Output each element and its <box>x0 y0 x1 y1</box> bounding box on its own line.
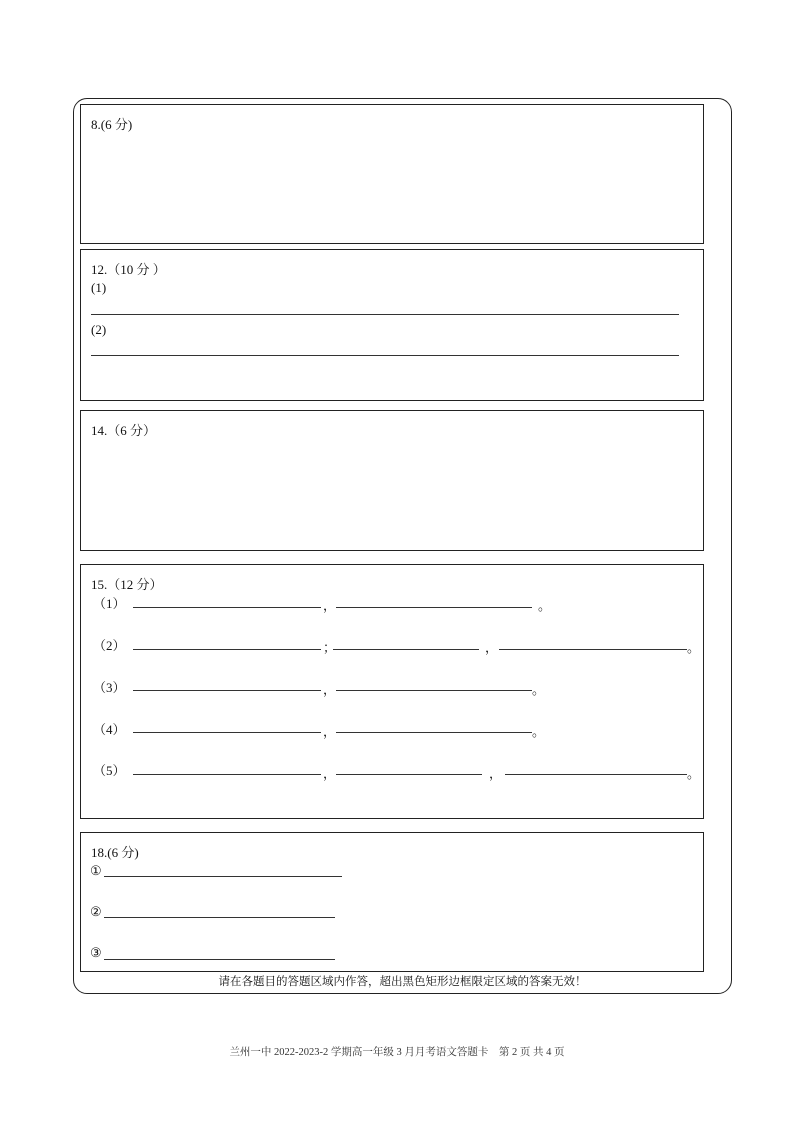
answer-box-q18[interactable] <box>80 832 704 972</box>
blank-15-2-b[interactable] <box>333 649 479 650</box>
blank-15-4-a[interactable] <box>133 732 321 733</box>
answer-line-q18-1[interactable] <box>104 876 342 877</box>
question-title-q14: 14.（6 分） <box>91 423 157 438</box>
question-title-q8: 8.(6 分) <box>91 117 133 132</box>
blank-15-3-a[interactable] <box>133 690 321 691</box>
part-label-1: (1) <box>91 280 107 295</box>
sep: ， <box>323 598 337 613</box>
blank-15-3-b[interactable] <box>336 690 532 691</box>
answer-box-q15[interactable] <box>80 564 704 819</box>
item-marker-2: ② <box>90 904 102 919</box>
sep: ， <box>323 766 337 781</box>
question-title-q15: 15.（12 分） <box>91 577 163 592</box>
sep: 。 <box>687 766 701 781</box>
blank-15-4-b[interactable] <box>336 732 532 733</box>
row-label-3: （3） <box>93 680 126 695</box>
row-label-4: （4） <box>93 722 126 737</box>
answer-line-q18-3[interactable] <box>104 959 335 960</box>
question-title-q12: 12.（10 分 ） <box>91 262 166 277</box>
item-marker-1: ① <box>90 863 102 878</box>
sep: 。 <box>687 640 701 655</box>
sep: ， <box>323 724 337 739</box>
page-footer: 兰州一中 2022-2023-2 学期高一年级 3 月月考语文答题卡 第 2 页 共 4 页 <box>229 1047 565 1058</box>
sep: 。 <box>538 598 552 613</box>
blank-15-5-c[interactable] <box>505 774 687 775</box>
blank-15-1-b[interactable] <box>336 607 532 608</box>
row-label-5: （5） <box>93 763 126 778</box>
blank-15-1-a[interactable] <box>133 607 321 608</box>
row-label-1: （1） <box>93 596 126 611</box>
sep: ， <box>485 640 499 655</box>
answer-box-q12[interactable] <box>80 249 704 401</box>
item-marker-3: ③ <box>90 945 102 960</box>
sep: ， <box>489 766 503 781</box>
sep: 。 <box>532 724 546 739</box>
answer-box-q8[interactable] <box>80 104 704 244</box>
blank-15-5-b[interactable] <box>336 774 482 775</box>
blank-15-2-a[interactable] <box>133 649 321 650</box>
blank-15-2-c[interactable] <box>499 649 687 650</box>
blank-15-5-a[interactable] <box>133 774 321 775</box>
question-title-q18: 18.(6 分) <box>91 845 139 860</box>
sep: 。 <box>532 682 546 697</box>
part-label-2: (2) <box>91 322 107 337</box>
answer-area-notice: 请在各题目的答题区域内作答，超出黑色矩形边框限定区域的答案无效！ <box>218 974 587 988</box>
answer-line-q12-2[interactable] <box>91 355 679 356</box>
answer-line-q18-2[interactable] <box>104 917 335 918</box>
sep: ， <box>323 682 337 697</box>
sep: ； <box>323 640 337 655</box>
answer-line-q12-1[interactable] <box>91 314 679 315</box>
answer-box-q14[interactable] <box>80 410 704 551</box>
row-label-2: （2） <box>93 638 126 653</box>
